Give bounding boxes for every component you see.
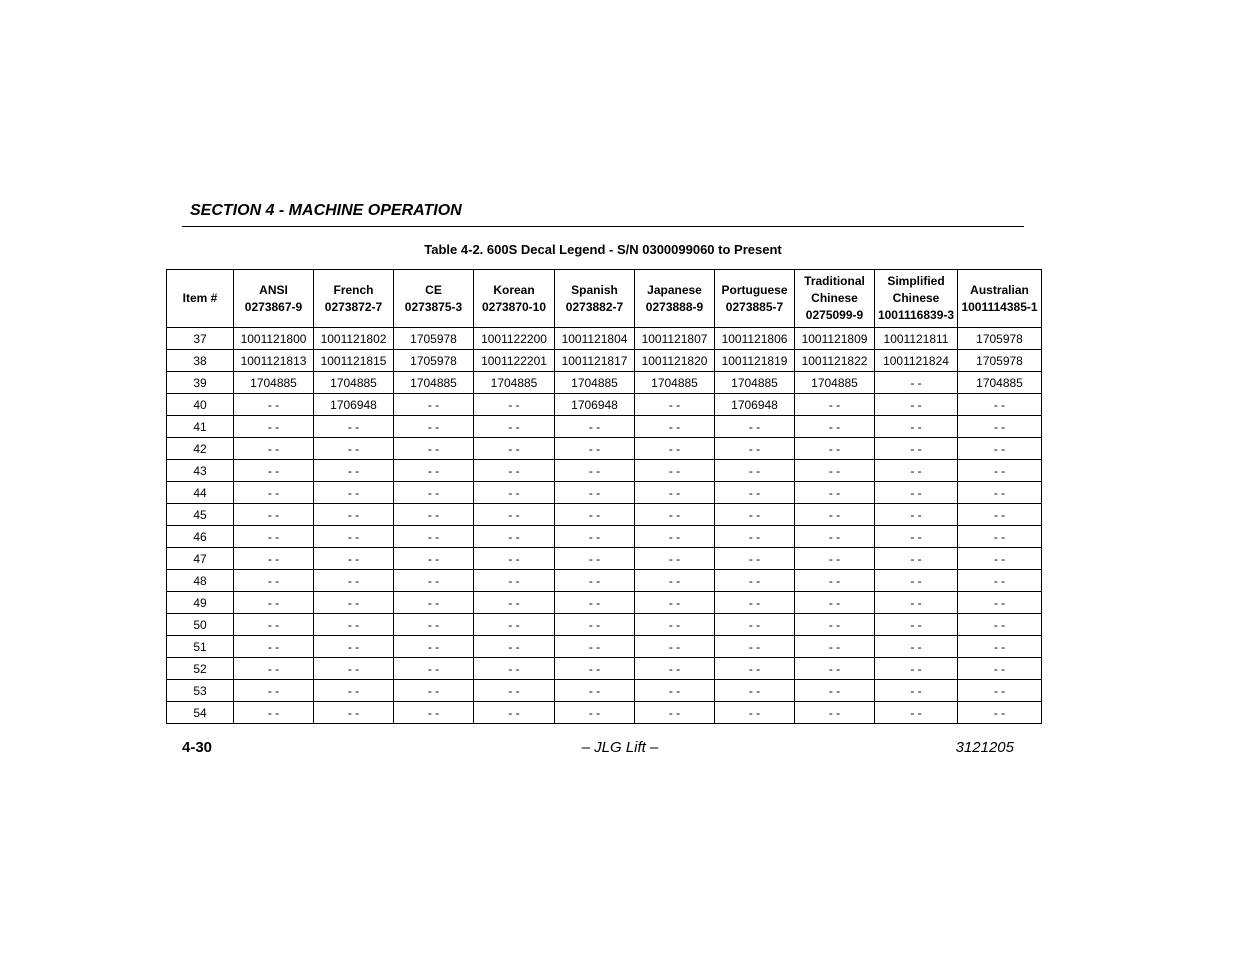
decal-cell: - -	[875, 394, 958, 416]
decal-cell: - -	[958, 504, 1042, 526]
decal-cell: - -	[314, 460, 394, 482]
decal-cell: - -	[875, 504, 958, 526]
decal-cell: - -	[715, 460, 795, 482]
decal-cell: - -	[555, 614, 635, 636]
decal-cell: - -	[958, 570, 1042, 592]
column-header-line: 0273888-9	[645, 299, 704, 314]
decal-cell: - -	[958, 702, 1042, 724]
decal-cell: - -	[715, 614, 795, 636]
column-header	[795, 270, 875, 328]
decal-cell: - -	[795, 482, 875, 504]
decal-cell: - -	[875, 372, 958, 394]
decal-cell: 1001121809	[795, 328, 875, 350]
decal-cell: - -	[234, 680, 314, 702]
decal-cell: - -	[394, 526, 474, 548]
decal-cell: - -	[958, 592, 1042, 614]
decal-cell: - -	[555, 482, 635, 504]
decal-cell: - -	[958, 614, 1042, 636]
decal-cell: 1001121817	[555, 350, 635, 372]
decal-cell: - -	[635, 680, 715, 702]
item-number-cell: 37	[167, 328, 234, 350]
column-header-line: ANSI	[259, 282, 288, 297]
decal-cell: 1001121819	[715, 350, 795, 372]
decal-cell: - -	[958, 680, 1042, 702]
decal-cell: - -	[715, 658, 795, 680]
decal-cell: - -	[394, 416, 474, 438]
decal-cell: - -	[635, 504, 715, 526]
decal-cell: - -	[314, 658, 394, 680]
decal-cell: 1706948	[715, 394, 795, 416]
decal-cell: - -	[875, 460, 958, 482]
decal-cell: - -	[635, 658, 715, 680]
decal-cell: - -	[958, 548, 1042, 570]
decal-cell: 1001121804	[555, 328, 635, 350]
decal-cell: 1001122200	[474, 328, 555, 350]
decal-cell: - -	[635, 482, 715, 504]
decal-cell: - -	[958, 526, 1042, 548]
decal-cell: - -	[635, 460, 715, 482]
decal-cell: - -	[394, 636, 474, 658]
decal-cell: - -	[314, 504, 394, 526]
column-header-line: 0273885-7	[725, 299, 784, 314]
column-header-line: Japanese	[647, 282, 702, 297]
decal-cell: 1001121806	[715, 328, 795, 350]
decal-cell: - -	[394, 614, 474, 636]
decal-cell: 1706948	[555, 394, 635, 416]
decal-cell: - -	[795, 636, 875, 658]
decal-cell: - -	[474, 394, 555, 416]
column-header-line: 0273870-10	[481, 299, 547, 314]
decal-cell: - -	[795, 394, 875, 416]
decal-cell: 1001121813	[234, 350, 314, 372]
decal-cell: - -	[555, 526, 635, 548]
decal-cell: - -	[795, 548, 875, 570]
decal-cell: - -	[394, 504, 474, 526]
decal-cell: - -	[875, 548, 958, 570]
table-caption: Table 4-2. 600S Decal Legend - S/N 0300099060 to Present	[424, 242, 782, 257]
decal-cell: - -	[394, 570, 474, 592]
decal-cell: - -	[474, 702, 555, 724]
decal-cell: 1704885	[394, 372, 474, 394]
column-header-line: Korean	[493, 282, 535, 297]
footer-brand: – JLG Lift –	[581, 739, 659, 756]
decal-cell: 1705978	[958, 328, 1042, 350]
decal-cell: - -	[314, 482, 394, 504]
decal-cell: - -	[715, 548, 795, 570]
item-number-cell: 41	[167, 416, 234, 438]
decal-cell: 1704885	[555, 372, 635, 394]
decal-cell: - -	[958, 438, 1042, 460]
decal-cell: - -	[795, 614, 875, 636]
decal-cell: - -	[555, 504, 635, 526]
page-number: 4-30	[182, 739, 213, 756]
column-header-line: Simplified	[887, 274, 945, 288]
decal-cell: 1001121815	[314, 350, 394, 372]
decal-cell: - -	[875, 680, 958, 702]
decal-cell: - -	[474, 592, 555, 614]
decal-cell: - -	[234, 482, 314, 504]
decal-cell: - -	[555, 438, 635, 460]
item-number-cell: 48	[167, 570, 234, 592]
decal-cell: 1001122201	[474, 350, 555, 372]
decal-cell: - -	[715, 636, 795, 658]
decal-cell: - -	[394, 702, 474, 724]
decal-cell: - -	[715, 702, 795, 724]
decal-cell: - -	[635, 636, 715, 658]
column-header-line: 0273872-7	[324, 299, 383, 314]
decal-cell: - -	[875, 614, 958, 636]
decal-cell: 1706948	[314, 394, 394, 416]
decal-cell: - -	[314, 614, 394, 636]
decal-cell: - -	[314, 570, 394, 592]
decal-cell: 1704885	[958, 372, 1042, 394]
decal-cell: - -	[474, 658, 555, 680]
table-row	[167, 592, 1042, 614]
decal-cell: - -	[394, 548, 474, 570]
decal-cell: - -	[474, 614, 555, 636]
decal-cell: - -	[715, 416, 795, 438]
decal-cell: 1001121820	[635, 350, 715, 372]
table-row	[167, 350, 1042, 372]
decal-cell: 1704885	[474, 372, 555, 394]
decal-cell: - -	[795, 416, 875, 438]
column-header-line: Spanish	[571, 282, 618, 297]
decal-cell: - -	[795, 592, 875, 614]
decal-cell: - -	[234, 592, 314, 614]
column-header-line: French	[333, 282, 374, 297]
decal-cell: - -	[715, 438, 795, 460]
decal-cell: - -	[394, 394, 474, 416]
decal-cell: - -	[314, 592, 394, 614]
decal-cell: - -	[635, 438, 715, 460]
decal-cell: - -	[875, 636, 958, 658]
item-number-cell: 38	[167, 350, 234, 372]
item-number-cell: 49	[167, 592, 234, 614]
table-row	[167, 636, 1042, 658]
item-number-cell: 40	[167, 394, 234, 416]
item-number-cell: 43	[167, 460, 234, 482]
column-header	[958, 270, 1042, 328]
decal-cell: - -	[795, 526, 875, 548]
item-number-cell: 46	[167, 526, 234, 548]
decal-cell: - -	[875, 570, 958, 592]
item-number-cell: 50	[167, 614, 234, 636]
decal-cell: - -	[795, 438, 875, 460]
column-header	[635, 270, 715, 328]
decal-cell: 1704885	[635, 372, 715, 394]
decal-cell: - -	[715, 570, 795, 592]
decal-cell: - -	[555, 680, 635, 702]
column-header-line: Australian	[970, 282, 1029, 297]
decal-cell: - -	[314, 680, 394, 702]
column-header-line: 0273882-7	[565, 299, 624, 314]
item-number-cell: 47	[167, 548, 234, 570]
decal-cell: - -	[394, 482, 474, 504]
decal-cell: - -	[715, 526, 795, 548]
decal-cell: - -	[555, 548, 635, 570]
decal-cell: - -	[635, 394, 715, 416]
decal-cell: - -	[234, 614, 314, 636]
column-header	[234, 270, 314, 328]
item-number-cell: 53	[167, 680, 234, 702]
decal-cell: - -	[474, 438, 555, 460]
decal-cell: - -	[635, 548, 715, 570]
decal-cell: - -	[234, 460, 314, 482]
decal-cell: - -	[314, 438, 394, 460]
table-row	[167, 504, 1042, 526]
decal-cell: - -	[958, 460, 1042, 482]
decal-cell: - -	[555, 416, 635, 438]
decal-cell: - -	[474, 680, 555, 702]
item-number-cell: 42	[167, 438, 234, 460]
decal-cell: - -	[394, 592, 474, 614]
decal-cell: - -	[394, 680, 474, 702]
table-row	[167, 482, 1042, 504]
decal-cell: - -	[474, 570, 555, 592]
decal-cell: - -	[474, 460, 555, 482]
decal-cell: - -	[234, 526, 314, 548]
item-number-cell: 54	[167, 702, 234, 724]
decal-cell: - -	[314, 526, 394, 548]
decal-cell: - -	[234, 702, 314, 724]
decal-cell: - -	[875, 482, 958, 504]
column-header-line: 0273867-9	[244, 299, 303, 314]
section-title: SECTION 4 - MACHINE OPERATION	[190, 202, 462, 219]
decal-cell: - -	[234, 658, 314, 680]
item-number-cell: 51	[167, 636, 234, 658]
decal-cell: 1001121824	[875, 350, 958, 372]
decal-cell: - -	[875, 702, 958, 724]
column-header	[875, 270, 958, 328]
decal-cell: - -	[555, 592, 635, 614]
decal-cell: 1705978	[394, 350, 474, 372]
decal-cell: 1705978	[394, 328, 474, 350]
column-header-line: Chinese	[892, 291, 940, 305]
item-number-cell: 39	[167, 372, 234, 394]
decal-cell: - -	[555, 460, 635, 482]
decal-cell: - -	[875, 592, 958, 614]
decal-cell: - -	[875, 438, 958, 460]
decal-cell: - -	[635, 416, 715, 438]
decal-cell: - -	[394, 460, 474, 482]
column-header	[167, 270, 234, 328]
decal-cell: 1001121807	[635, 328, 715, 350]
decal-cell: - -	[958, 636, 1042, 658]
decal-cell: - -	[555, 636, 635, 658]
table-row	[167, 372, 1042, 394]
table-row	[167, 460, 1042, 482]
decal-cell: - -	[795, 460, 875, 482]
decal-cell: - -	[875, 526, 958, 548]
decal-cell: 1704885	[795, 372, 875, 394]
column-header-line: CE	[425, 282, 442, 297]
column-header-line: 1001114385-1	[961, 299, 1038, 314]
decal-cell: - -	[474, 636, 555, 658]
decal-cell: - -	[234, 548, 314, 570]
column-header-line: 1001116839-3	[877, 308, 955, 322]
decal-cell: - -	[474, 548, 555, 570]
table-row	[167, 570, 1042, 592]
decal-cell: - -	[234, 416, 314, 438]
decal-cell: - -	[314, 548, 394, 570]
column-header	[555, 270, 635, 328]
decal-cell: - -	[555, 702, 635, 724]
column-header-line: 0275099-9	[805, 308, 864, 322]
table-row	[167, 548, 1042, 570]
decal-cell: - -	[795, 570, 875, 592]
item-number-cell: 44	[167, 482, 234, 504]
decal-cell: - -	[234, 438, 314, 460]
decal-cell: 1001121802	[314, 328, 394, 350]
decal-cell: 1705978	[958, 350, 1042, 372]
item-number-cell: 52	[167, 658, 234, 680]
decal-cell: - -	[394, 438, 474, 460]
decal-cell: - -	[795, 504, 875, 526]
decal-cell: - -	[234, 394, 314, 416]
decal-cell: - -	[795, 702, 875, 724]
decal-cell: - -	[234, 504, 314, 526]
decal-cell: - -	[795, 658, 875, 680]
table-row	[167, 614, 1042, 636]
decal-cell: - -	[555, 658, 635, 680]
column-header	[474, 270, 555, 328]
decal-cell: - -	[635, 570, 715, 592]
table-row	[167, 526, 1042, 548]
decal-cell: 1001121811	[875, 328, 958, 350]
decal-cell: - -	[715, 592, 795, 614]
decal-cell: - -	[394, 658, 474, 680]
column-header	[314, 270, 394, 328]
column-header-line: Chinese	[811, 291, 858, 305]
decal-cell: - -	[795, 680, 875, 702]
decal-cell: - -	[635, 526, 715, 548]
decal-cell: - -	[958, 658, 1042, 680]
decal-cell: - -	[234, 636, 314, 658]
decal-cell: - -	[474, 504, 555, 526]
decal-cell: - -	[875, 416, 958, 438]
decal-cell: - -	[635, 702, 715, 724]
decal-cell: - -	[715, 482, 795, 504]
decal-cell: - -	[875, 658, 958, 680]
column-header-line: Item #	[182, 291, 218, 305]
decal-cell: - -	[958, 394, 1042, 416]
table-row	[167, 416, 1042, 438]
decal-cell: - -	[474, 526, 555, 548]
decal-cell: - -	[555, 570, 635, 592]
decal-cell: - -	[474, 416, 555, 438]
decal-cell: - -	[234, 570, 314, 592]
decal-cell: 1704885	[314, 372, 394, 394]
column-header	[715, 270, 795, 328]
decal-cell: - -	[635, 614, 715, 636]
column-header-line: Traditional	[804, 274, 865, 288]
column-header-line: 0273875-3	[404, 299, 463, 314]
item-number-cell: 45	[167, 504, 234, 526]
table-header-row	[167, 270, 1042, 328]
table-row	[167, 702, 1042, 724]
decal-cell: - -	[958, 416, 1042, 438]
table-row	[167, 394, 1042, 416]
decal-cell: 1001121822	[795, 350, 875, 372]
table-row	[167, 658, 1042, 680]
document-number: 3121205	[955, 739, 1014, 756]
decal-cell: - -	[474, 482, 555, 504]
decal-cell: - -	[314, 416, 394, 438]
decal-cell: - -	[635, 592, 715, 614]
table-row	[167, 680, 1042, 702]
decal-cell: - -	[715, 680, 795, 702]
table-row	[167, 328, 1042, 350]
column-header-line: Portuguese	[721, 282, 788, 297]
decal-cell: 1704885	[234, 372, 314, 394]
decal-cell: - -	[314, 702, 394, 724]
decal-cell: - -	[958, 482, 1042, 504]
column-header	[394, 270, 474, 328]
table-body	[167, 328, 1042, 724]
decal-cell: 1704885	[715, 372, 795, 394]
section-divider	[182, 226, 1024, 227]
decal-legend-table	[166, 269, 1042, 724]
decal-cell: - -	[715, 504, 795, 526]
decal-cell: 1001121800	[234, 328, 314, 350]
decal-cell: - -	[314, 636, 394, 658]
table-row	[167, 438, 1042, 460]
